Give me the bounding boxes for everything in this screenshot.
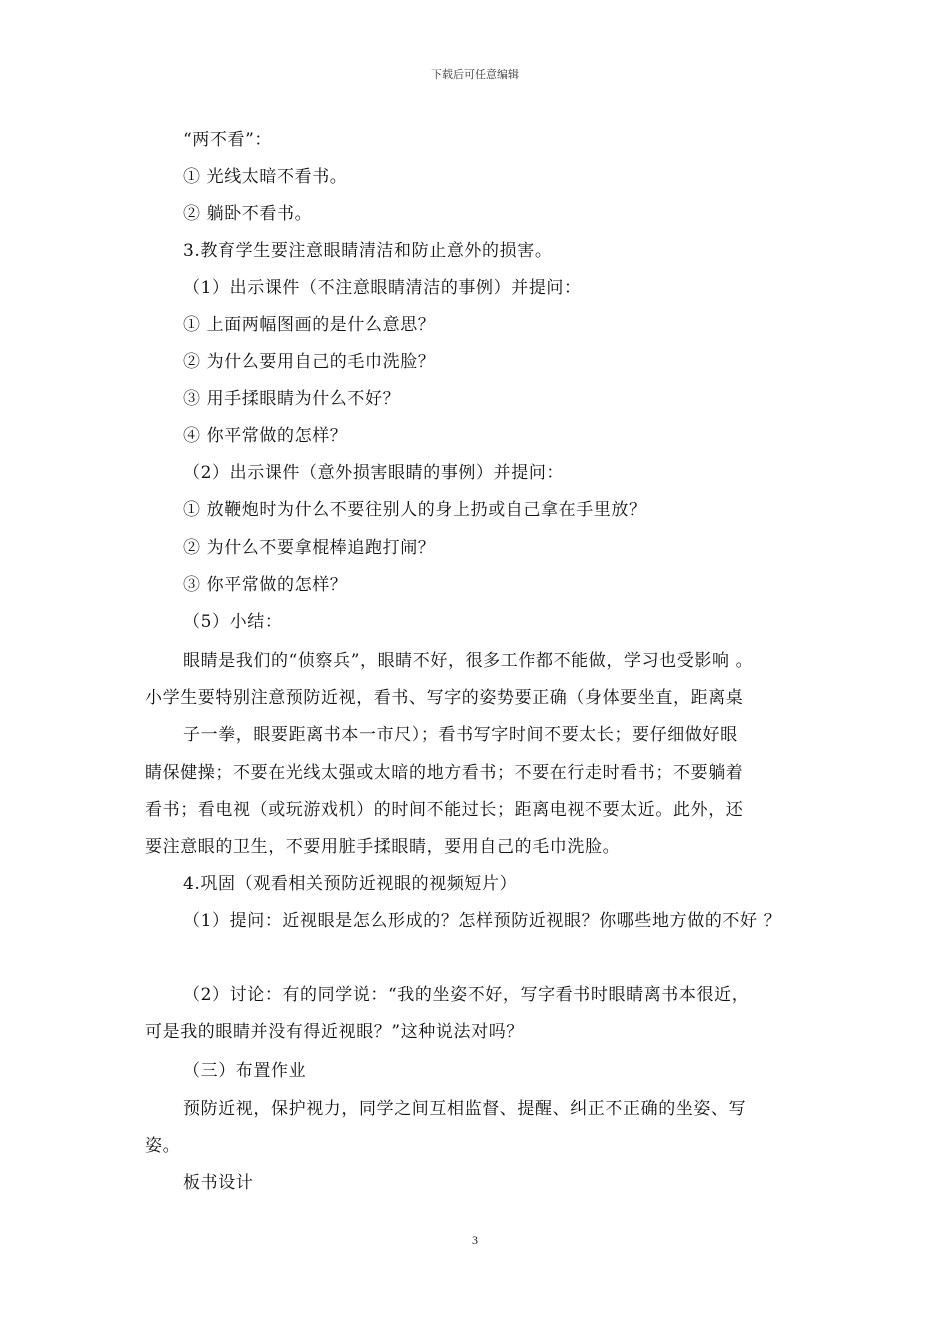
text-line: （三）布置作业 [183,1061,307,1081]
text-line: ③ 用手揉眼睛为什么不好？ [183,389,401,409]
page-header: 下载后可任意编辑 [431,68,519,81]
text-line: ③ 你平常做的怎样？ [183,575,348,595]
text-line: 姿。 [145,1136,181,1156]
text-line: 小学生要特别注意预防近视，看书、写字的姿势要正确（身体要坐直，距离桌 [145,688,744,708]
text-line: （2）讨论：有的同学说：“我的坐姿不好，写字看书时眼睛离书本很近， [183,985,750,1005]
text-line: ① 上面两幅图画的是什么意思？ [183,315,436,335]
text-line: “两不看”： [183,130,272,150]
text-line: 要注意眼的卫生，不要用脏手揉眼睛，要用自己的毛巾洗脸。 [145,837,621,857]
page-number: 3 [472,1233,478,1247]
text-line: 4.巩固（观看相关预防近视眼的视频短片） [183,874,518,894]
text-line: ② 为什么不要拿棍棒追跑打闹？ [183,538,436,558]
text-line: （2）出示课件（意外损害眼睛的事例）并提问： [183,463,565,483]
text-line: 可是我的眼睛并没有得近视眼？”这种说法对吗？ [145,1022,524,1042]
text-line: 睛保健操；不要在光线太强或太暗的地方看书；不要在行走时看书；不要躺着 [145,763,744,783]
text-line: 预防近视，保护视力，同学之间互相监督、提醒、纠正不正确的坐姿、写 [183,1099,747,1119]
text-line: 眼睛是我们的“侦察兵”，眼睛不好，很多工作都不能做，学习也受影响 。 [183,651,754,671]
text-line: ① 放鞭炮时为什么不要往别人的身上扔或自己拿在手里放？ [183,500,647,520]
text-line: （1）提问：近视眼是怎么形成的？怎样预防近视眼？你哪些地方做的不好 ？ [183,911,782,931]
text-line: ② 躺卧不看书。 [183,204,313,224]
text-line: 3.教育学生要注意眼睛清洁和防止意外的损害。 [183,241,553,261]
text-line: ① 光线太暗不看书。 [183,167,348,187]
text-line: （5）小结： [183,612,283,632]
text-line: ④ 你平常做的怎样？ [183,426,348,446]
text-line: （1）出示课件（不注意眼睛清洁的事例）并提问： [183,278,582,298]
text-line: 板书设计 [183,1173,254,1193]
text-line: 看书；看电视（或玩游戏机）的时间不能过长；距离电视不要太近。此外，还 [145,800,744,820]
text-line: ② 为什么要用自己的毛巾洗脸？ [183,352,436,372]
text-line: 子一拳，眼要距离书本一市尺）；看书写字时间不要太长；要仔细做好眼 [183,725,738,745]
